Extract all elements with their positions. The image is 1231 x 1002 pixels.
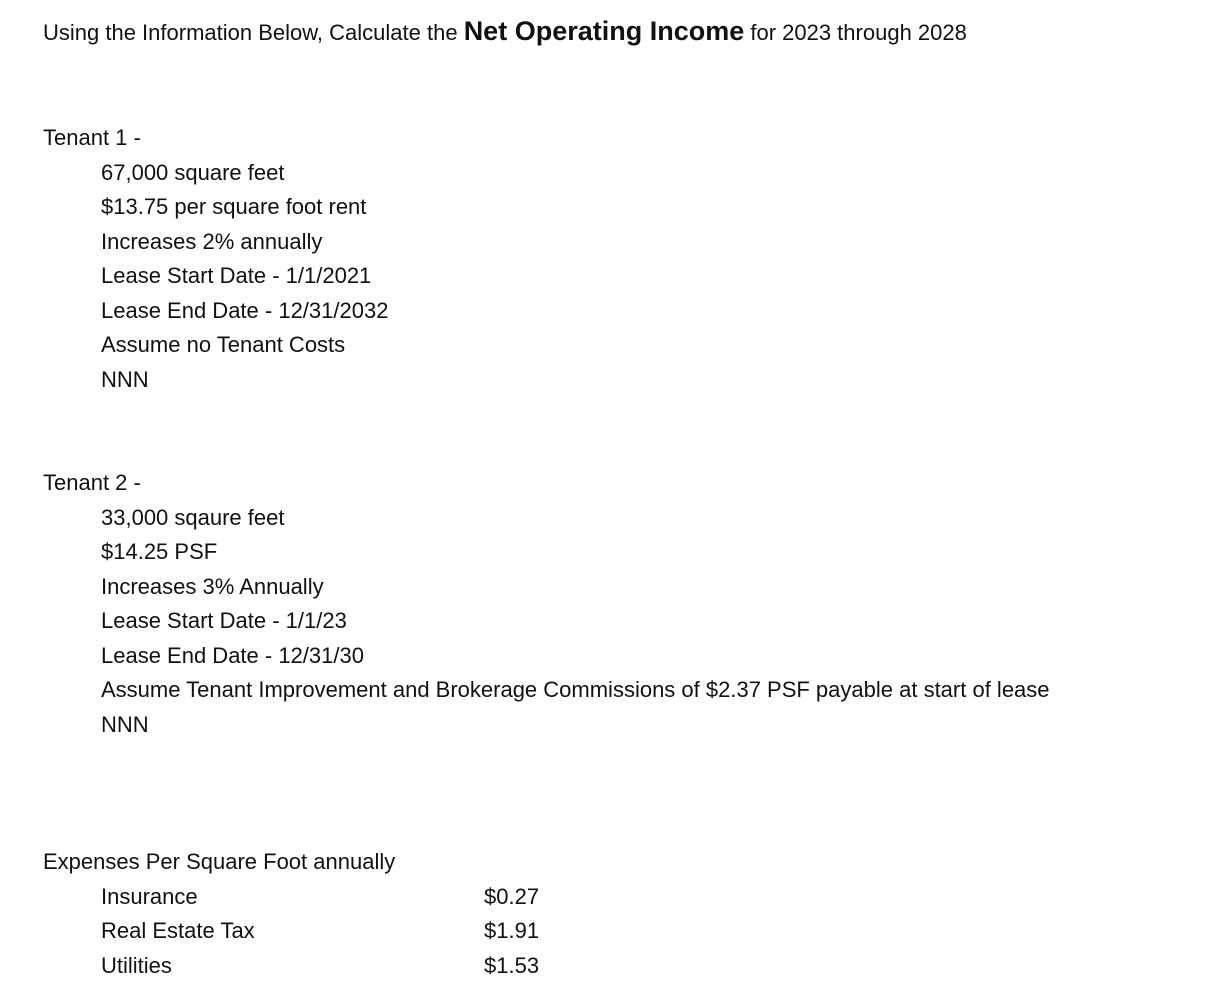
tenant2-lease-type: NNN	[101, 712, 149, 737]
expense-value-real-estate-tax: $1.91	[484, 918, 540, 943]
tenant1-lease-start: Lease Start Date - 1/1/2021	[101, 263, 372, 288]
title-emphasis: Net Operating Income	[463, 16, 745, 46]
expense-label-real-estate-tax: Real Estate Tax	[101, 918, 255, 943]
expense-label-utilities: Utilities	[101, 953, 172, 978]
tenant1-lease-end: Lease End Date - 12/31/2032	[101, 298, 389, 323]
tenant1-lease-type: NNN	[101, 367, 149, 392]
tenant2-increase: Increases 3% Annually	[101, 574, 324, 599]
tenant1-costs: Assume no Tenant Costs	[101, 332, 346, 357]
title-prefix: Using the Information Below, Calculate the	[43, 20, 464, 45]
tenant2-lease-start: Lease Start Date - 1/1/23	[101, 608, 347, 633]
tenant2-heading: Tenant 2 -	[43, 470, 141, 495]
tenant2-square-feet: 33,000 sqaure feet	[101, 505, 285, 530]
expense-value-insurance: $0.27	[484, 884, 540, 909]
tenant1-square-feet: 67,000 square feet	[101, 160, 285, 185]
expense-label-insurance: Insurance	[101, 884, 198, 909]
tenant1-heading: Tenant 1 -	[43, 125, 141, 150]
tenant2-costs: Assume Tenant Improvement and Brokerage Commissions of $2.37 PSF payable at start of lease	[101, 677, 1050, 702]
expenses-heading: Expenses Per Square Foot annually	[43, 849, 396, 874]
page-title	[43, 18, 967, 46]
title-suffix: for 2023 through 2028	[744, 20, 967, 45]
expense-value-utilities: $1.53	[484, 953, 540, 978]
tenant2-rent: $14.25 PSF	[101, 539, 218, 564]
tenant1-increase: Increases 2% annually	[101, 229, 323, 254]
tenant1-rent: $13.75 per square foot rent	[101, 194, 367, 219]
tenant2-lease-end: Lease End Date - 12/31/30	[101, 643, 364, 668]
